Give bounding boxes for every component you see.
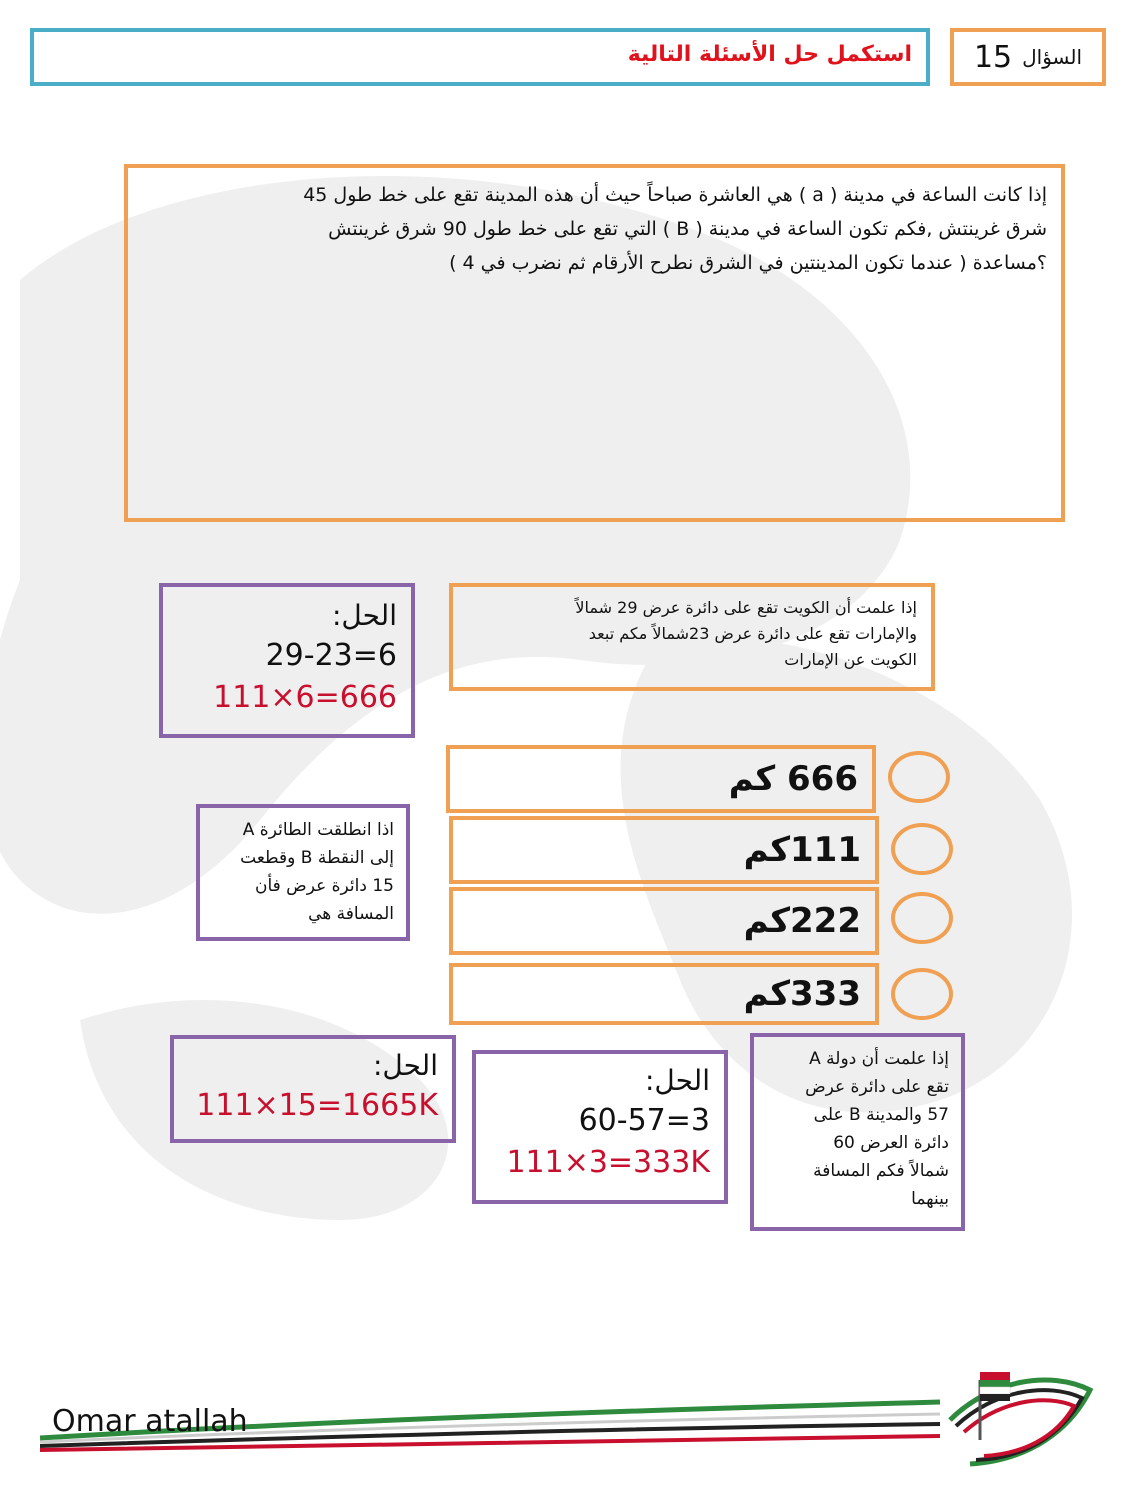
option-4-radio[interactable] (891, 968, 953, 1020)
solution3-line2: 111×3=333K (506, 1145, 710, 1180)
option-2-radio[interactable] (891, 823, 953, 875)
instruction-text: استكمل حل الأسئلة التالية (627, 42, 912, 67)
question4-line3: 57 والمدينة B على (813, 1105, 949, 1125)
question4-line1: إذا علمت أن دولة A (809, 1049, 949, 1069)
solution3-line1: 60-57=3 (578, 1103, 710, 1138)
option-2-label: 111كم (743, 830, 861, 870)
question4-box (750, 1033, 965, 1231)
question2-line1: إذا علمت أن الكويت تقع على دائرة عرض 29 شمالاً (575, 598, 917, 617)
question3-line4: المسافة هي (308, 904, 394, 924)
solution1-title: الحل: (331, 599, 397, 632)
option-1-radio[interactable] (888, 751, 950, 803)
question-label: السؤال (1022, 45, 1083, 69)
question3-line2: إلى النقطة B وقطعت (240, 848, 394, 868)
option-3-radio[interactable] (891, 892, 953, 944)
question-number: 15 (973, 39, 1013, 75)
question4-line2: تقع على دائرة عرض (805, 1077, 949, 1097)
question1-box (124, 164, 1065, 522)
option-1-label: 666 كم (728, 759, 858, 799)
question2-line3: الكويت عن الإمارات (784, 650, 917, 669)
question1-line1: إذا كانت الساعة في مدينة ( a ) هي العاشرة صباحاً حيث أن هذه المدينة تقع على خط طول 45 (303, 184, 1047, 206)
question3-line3: 15 دائرة عرض فأن (254, 876, 394, 896)
solution1-line1: 29-23=6 (265, 638, 397, 673)
question4-line6: بينهما (911, 1189, 949, 1209)
solution1-line2: 111×6=666 (213, 680, 397, 715)
question4-line4: دائرة العرض 60 (833, 1133, 949, 1153)
question3-line1: اذا انطلقت الطائرة A (242, 820, 394, 840)
solution3-box (472, 1050, 728, 1204)
flag-emblem-icon (930, 1360, 1100, 1470)
option-4[interactable] (449, 963, 879, 1025)
question3-box (196, 804, 410, 941)
question1-line2: شرق غرينتش ,فكم تكون الساعة في مدينة ( B ) التي تقع على خط طول 90 شرق غرينتش (328, 218, 1047, 240)
footer-author: Omar atallah (52, 1404, 248, 1439)
solution3-title: الحل: (644, 1064, 710, 1097)
solution2-line1: 111×15=1665K (196, 1088, 438, 1123)
option-3[interactable] (449, 887, 879, 955)
option-2[interactable] (449, 816, 879, 884)
question2-line2: والإمارات تقع على دائرة عرض 23شمالاً مكم تبعد (588, 624, 917, 643)
solution2-title: الحل: (372, 1049, 438, 1082)
question2-box (449, 583, 935, 691)
instruction-box (30, 28, 930, 86)
question4-line5: شمالاً فكم المسافة (813, 1161, 949, 1181)
option-4-label: 333كم (743, 974, 861, 1014)
question-number-box (950, 28, 1106, 86)
option-1[interactable] (446, 745, 876, 813)
question1-line3: ؟مساعدة ( عندما تكون المدينتين في الشرق نطرح الأرقام ثم نضرب في 4 ) (449, 252, 1047, 274)
option-3-label: 222كم (743, 901, 861, 941)
solution2-box (170, 1035, 456, 1143)
solution1-box (159, 583, 415, 738)
